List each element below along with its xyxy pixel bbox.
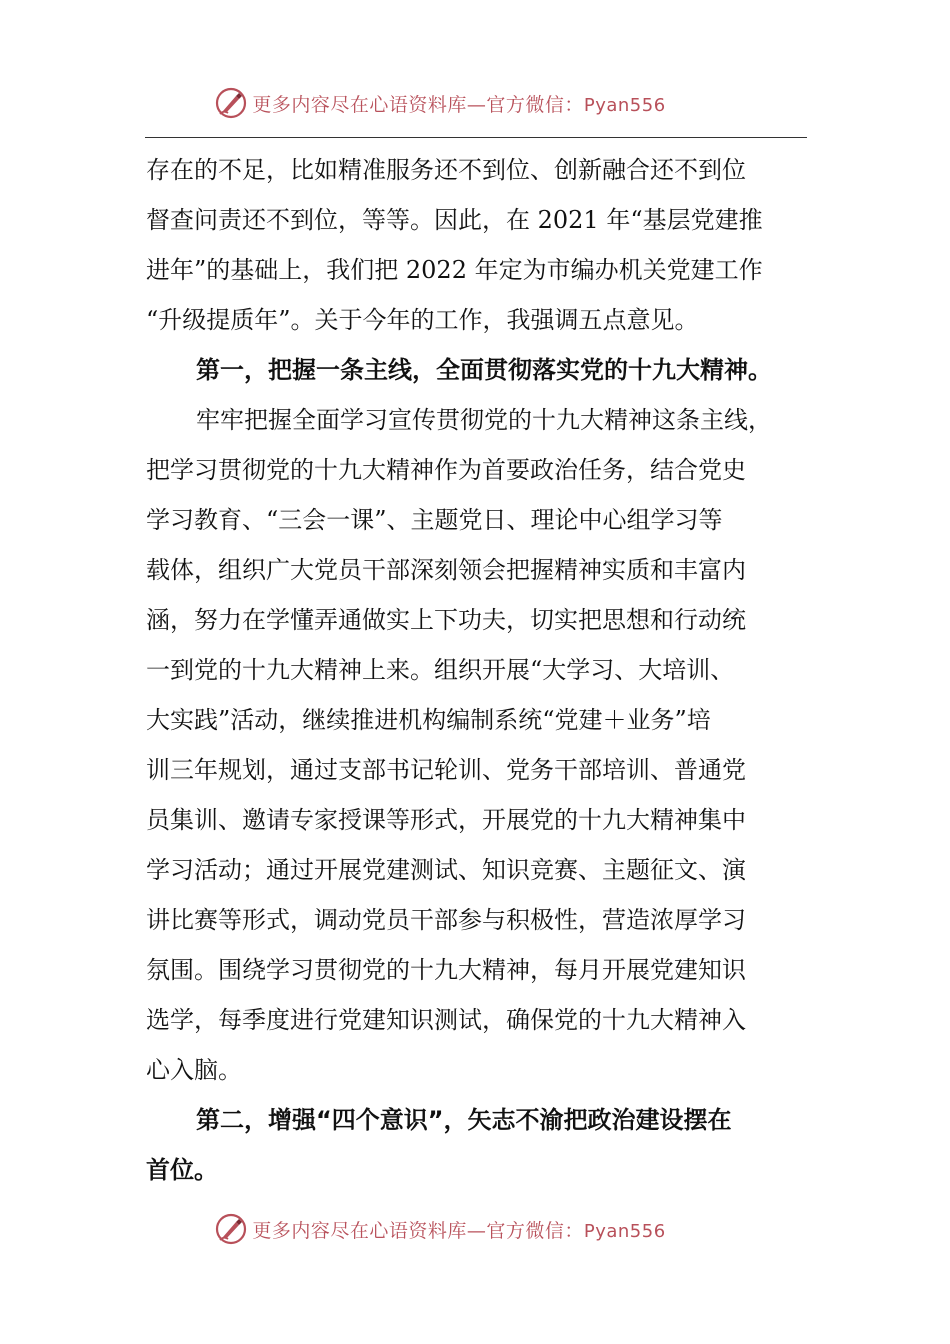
section-heading-2-cont: 首位。 [146,1156,218,1184]
footer-watermark-banner [0,1209,950,1249]
header-watermark-text: 更多内容尽在心语资料库—官方微信：Pyan556 [252,93,666,116]
body-line: 学习教育、“三会一课”、主题党日、理论中心组学习等 [146,506,723,534]
section-heading-1: 第一，把握一条主线，全面贯彻落实党的十九大精神。 [196,356,772,384]
body-line: 心入脑。 [146,1056,242,1084]
body-line: 员集训、邀请专家授课等形式，开展党的十九大精神集中 [146,806,746,834]
body-line: 一到党的十九大精神上来。组织开展“大学习、大培训、 [146,656,735,684]
body-line: 选学，每季度进行党建知识测试，确保党的十九大精神入 [146,1006,746,1034]
body-line: 存在的不足，比如精准服务还不到位、创新融合还不到位 [146,156,746,184]
body-line: 进年”的基础上，我们把 2022 年定为市编办机关党建工作 [146,256,763,284]
wechat-id: Pyan556 [583,1220,666,1242]
body-line: “升级提质年”。关于今年的工作，我强调五点意见。 [146,306,699,334]
body-line: 氛围。围绕学习贯彻党的十九大精神，每月开展党建知识 [146,956,746,984]
body-line: 把学习贯彻党的十九大精神作为首要政治任务，结合党史 [146,456,746,484]
header-rule [145,137,807,138]
body-line: 载体，组织广大党员干部深刻领会把握精神实质和丰富内 [146,556,746,584]
header-watermark-banner [0,83,950,123]
body-line: 大实践”活动，继续推进机构编制系统“党建＋业务”培 [146,706,711,734]
body-line: 牢牢把握全面学习宣传贯彻党的十九大精神这条主线， [196,406,772,434]
section-heading-2: 第二，增强“四个意识”，矢志不渝把政治建设摆在 [196,1106,732,1134]
pen-logo-icon [214,86,248,120]
body-line: 训三年规划，通过支部书记轮训、党务干部培训、普通党 [146,756,746,784]
body-line: 学习活动；通过开展党建测试、知识竞赛、主题征文、演 [146,856,746,884]
wechat-id: Pyan556 [583,94,666,116]
body-line: 讲比赛等形式，调动党员干部参与积极性，营造浓厚学习 [146,906,746,934]
pen-logo-icon [214,1212,248,1246]
footer-watermark-text: 更多内容尽在心语资料库—官方微信：Pyan556 [252,1219,666,1242]
body-line: 督查问责还不到位，等等。因此，在 2021 年“基层党建推 [146,206,763,234]
body-line: 涵，努力在学懂弄通做实上下功夫，切实把思想和行动统 [146,606,746,634]
